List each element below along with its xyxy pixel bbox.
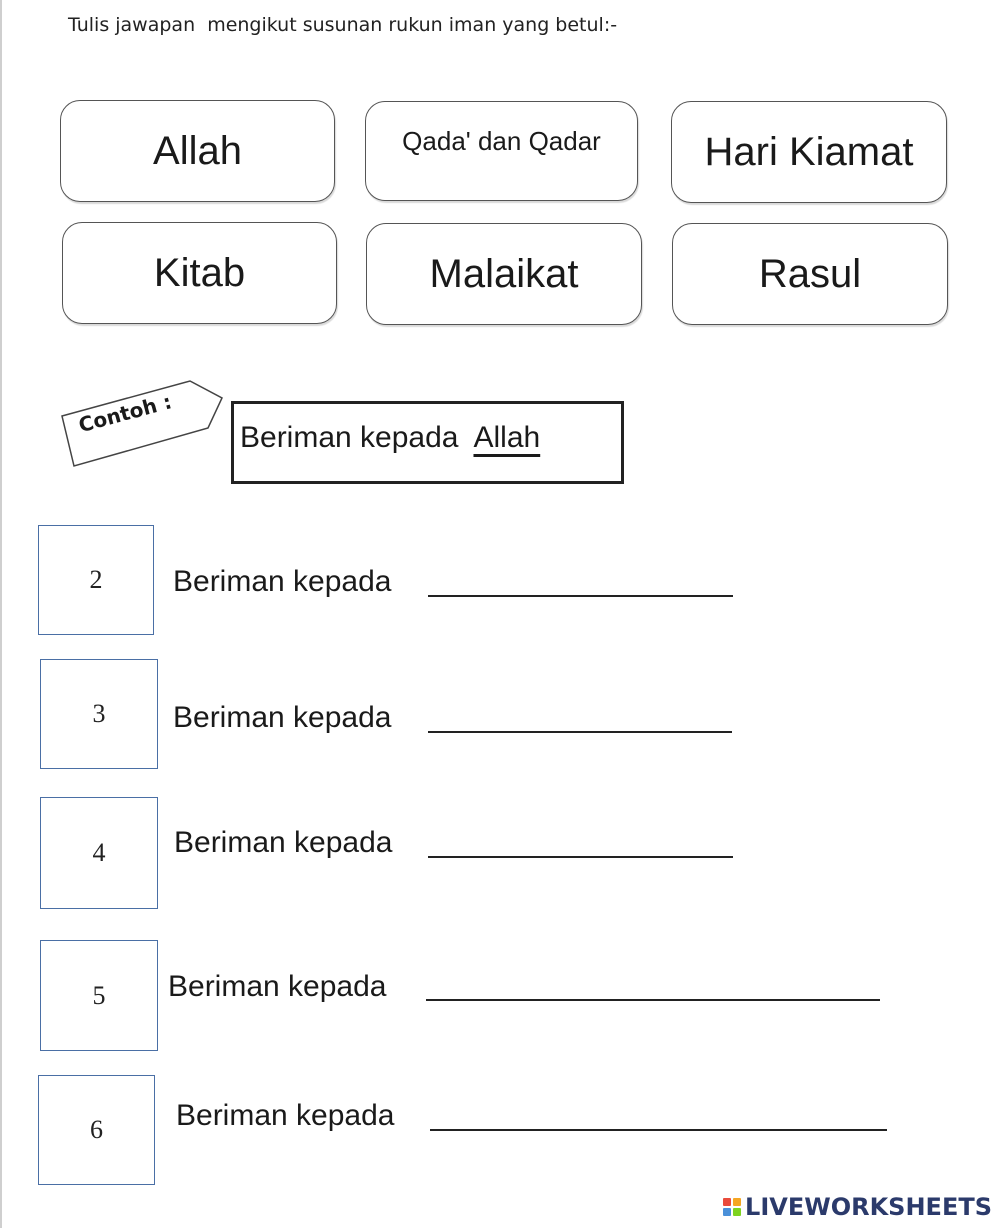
question-prompt: Beriman kepada <box>168 970 387 1003</box>
instruction-text: Tulis jawapan mengikut susunan rukun iman yang betul:- <box>68 14 618 36</box>
example-prefix: Beriman kepada <box>240 421 459 454</box>
question-number-box: 2 <box>38 525 154 635</box>
answer-blank[interactable] <box>428 856 733 858</box>
question-prompt: Beriman kepada <box>173 701 392 734</box>
question-number-box: 4 <box>40 797 158 909</box>
liveworksheets-watermark <box>723 1193 992 1221</box>
question-number-box: 3 <box>40 659 158 769</box>
choice-hari-kiamat: Hari Kiamat <box>671 101 947 203</box>
logo-square-blue <box>723 1208 731 1216</box>
choice-kitab: Kitab <box>62 222 337 324</box>
question-prompt: Beriman kepada <box>173 565 392 598</box>
answer-blank[interactable] <box>428 731 732 733</box>
watermark-text: LIVEWORKSHEETS <box>745 1193 992 1221</box>
answer-blank[interactable] <box>428 595 733 597</box>
logo-square-green <box>733 1208 741 1216</box>
example-answer: Allah <box>473 421 541 454</box>
question-prompt: Beriman kepada <box>174 826 393 859</box>
question-number-box: 5 <box>40 940 158 1051</box>
example-sentence <box>240 421 540 455</box>
choice-allah: Allah <box>60 100 335 202</box>
liveworksheets-logo-icon <box>723 1198 741 1216</box>
contoh-label: Contoh : <box>76 389 175 438</box>
logo-square-red <box>723 1198 731 1206</box>
logo-square-orange <box>733 1198 741 1206</box>
choice-qada-qadar: Qada' dan Qadar <box>365 101 638 201</box>
page-left-edge <box>0 0 2 1228</box>
answer-blank[interactable] <box>426 999 880 1001</box>
question-number-box: 6 <box>38 1075 155 1185</box>
question-prompt: Beriman kepada <box>176 1099 395 1132</box>
answer-blank[interactable] <box>430 1129 887 1131</box>
choice-rasul: Rasul <box>672 223 948 325</box>
choice-malaikat: Malaikat <box>366 223 642 325</box>
